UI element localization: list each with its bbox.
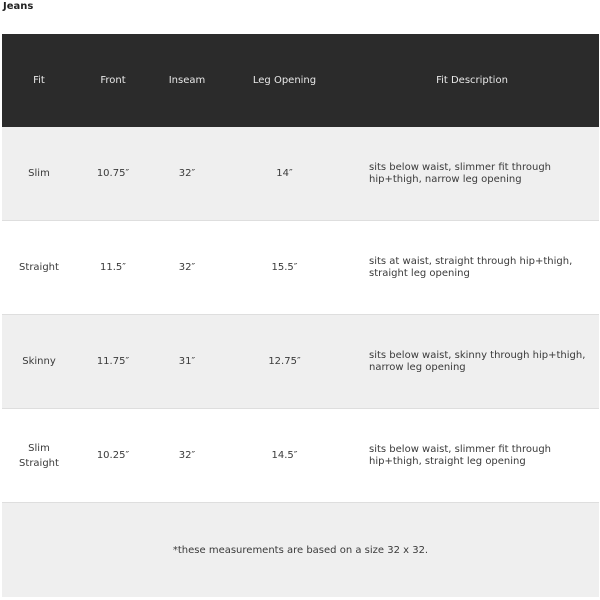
cell-front: 10.25″ <box>76 409 150 503</box>
table-row <box>2 315 599 409</box>
cell-fit: Slim <box>2 127 76 221</box>
header-front: Front <box>76 34 150 127</box>
cell-fit: Skinny <box>2 315 76 409</box>
footnote: *these measurements are based on a size 32 x 32. <box>2 503 599 598</box>
size-chart-table <box>2 34 599 597</box>
cell-leg-opening: 12.75″ <box>224 315 345 409</box>
cell-fit: Straight <box>2 221 76 315</box>
cell-front: 11.75″ <box>76 315 150 409</box>
cell-inseam: 32″ <box>150 127 224 221</box>
header-inseam: Inseam <box>150 34 224 127</box>
cell-description: sits at waist, straight through hip+thigh, straight leg opening <box>345 221 599 315</box>
header-fit: Fit <box>2 34 76 127</box>
cell-description: sits below waist, slimmer fit through hip+thigh, narrow leg opening <box>345 127 599 221</box>
cell-leg-opening: 14.5″ <box>224 409 345 503</box>
header-fit-description: Fit Description <box>345 34 599 127</box>
table-header-row <box>2 34 599 127</box>
cell-front: 10.75″ <box>76 127 150 221</box>
cell-fit: Slim Straight <box>2 409 76 503</box>
cell-leg-opening: 15.5″ <box>224 221 345 315</box>
cell-inseam: 32″ <box>150 221 224 315</box>
page-title: Jeans <box>3 1 34 12</box>
cell-inseam: 31″ <box>150 315 224 409</box>
cell-inseam: 32″ <box>150 409 224 503</box>
cell-leg-opening: 14″ <box>224 127 345 221</box>
footnote-row <box>2 503 599 598</box>
header-leg-opening: Leg Opening <box>224 34 345 127</box>
cell-description: sits below waist, slimmer fit through hip+thigh, straight leg opening <box>345 409 599 503</box>
cell-front: 11.5″ <box>76 221 150 315</box>
table-row <box>2 409 599 503</box>
cell-description: sits below waist, skinny through hip+thigh, narrow leg opening <box>345 315 599 409</box>
table-row <box>2 221 599 315</box>
table-row <box>2 127 599 221</box>
